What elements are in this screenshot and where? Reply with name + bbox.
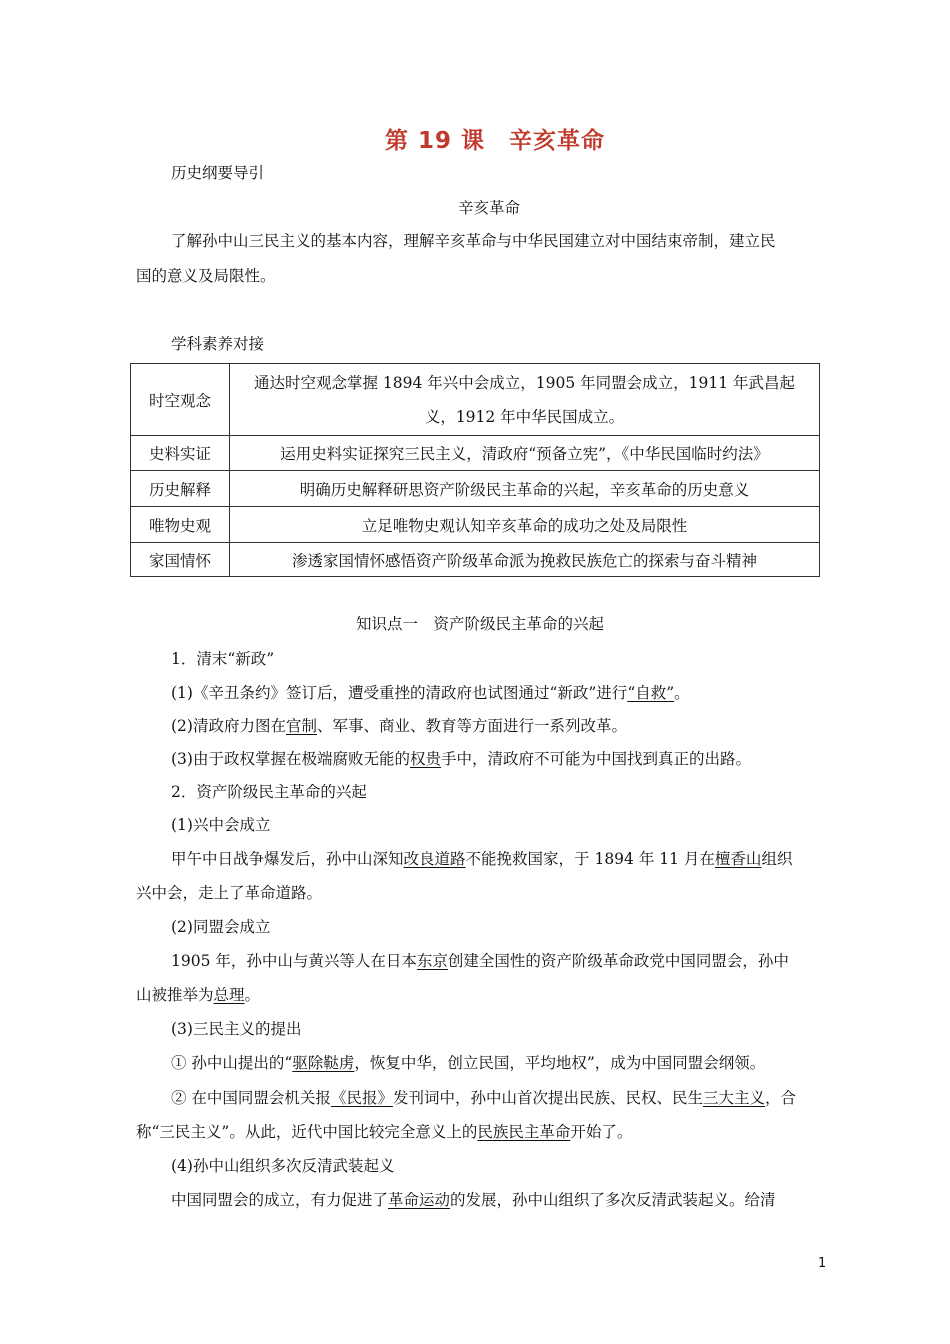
underlined-key-term: 东京 [416,952,448,970]
paragraph-continuation: 兴中会，走上了革命道路。 [136,884,323,902]
text-segment: 手中，清政府不可能为中国找到真正的出路。 [440,750,751,768]
underlined-key-term: 革命运动 [388,1191,451,1209]
table-key-cell: 历史解释 [131,471,230,507]
table-key-cell: 唯物史观 [131,507,230,543]
table-value-line: 义，1912 年中华民国成立。 [424,407,625,426]
table-value-cell: 立足唯物史观认知辛亥革命的成功之处及局限性 [230,507,820,543]
text-segment: 发刊词中，孙中山首次提出民族、民权、民生 [392,1089,703,1107]
paragraph [171,1088,796,1108]
table-key-cell: 家国情怀 [131,543,230,577]
text-segment: 。 [244,986,261,1004]
text-segment: 开始了。 [570,1123,633,1141]
text-segment: 中国同盟会的成立，有力促进了 [171,1191,389,1209]
table-key-cell: 史料实证 [131,436,230,471]
text-segment: 、军事、商业、教育等方面进行一系列改革。 [316,717,627,735]
text-segment: 创建全国性的资产阶级革命政党中国同盟会，孙中 [447,952,789,970]
text-segment: 。 [674,684,690,702]
paragraph-continuation [136,985,260,1005]
literacy-table [130,363,820,577]
table-row [131,471,820,507]
section-2-heading: 2．资产阶级民主革命的兴起 [171,783,367,801]
subsection-heading: (3)三民主义的提出 [171,1020,302,1038]
table-key-cell: 时空观念 [131,364,230,436]
section-1-heading: 1．清末“新政” [171,650,275,668]
underlined-key-term: 民族民主革命 [477,1123,571,1141]
text-segment: (2)清政府力图在 [171,717,286,735]
table-value-cell: 渗透家国情怀感悟资产阶级革命派为挽救民族危亡的探索与奋斗精神 [230,543,820,577]
text-segment: 不能挽救国家，于 1894 年 11 月在 [465,850,715,868]
text-segment: 组织 [761,850,793,868]
text-segment: ② 在中国同盟会机关报 [171,1089,331,1107]
underlined-key-term: 檀香山 [714,850,762,868]
paragraph [171,849,792,869]
text-segment: ① 孙中山提出的“ [171,1054,293,1072]
page-title: 第 19 课 辛亥革命 [384,128,606,154]
underlined-key-term: 驱除鞑虏 [292,1054,355,1072]
text-segment: ，合 [764,1089,796,1107]
underlined-key-term: 总理 [213,986,245,1004]
page-number: 1 [818,1256,827,1271]
text-segment: 1905 年，孙中山与黄兴等人在日本 [171,952,417,970]
paragraph [171,716,627,736]
paragraph [171,683,690,703]
table-value-cell [230,364,820,436]
subsection-heading: (1)兴中会成立 [171,816,271,834]
subsection-heading: (2)同盟会成立 [171,918,271,936]
paragraph [171,951,789,971]
text-segment: 称“三民主义”。从此，近代中国比较完全意义上的 [136,1123,478,1141]
underlined-key-term: 三大主义 [702,1089,765,1107]
table-value-cell: 明确历史解释研思资产阶级民主革命的兴起，辛亥革命的历史意义 [230,471,820,507]
table-row [131,364,820,436]
underlined-key-term: 《民报》 [330,1089,393,1107]
text-segment: 的发展，孙中山组织了多次反清武装起义。给清 [450,1191,776,1209]
text-segment: (3)由于政权掌握在极端腐败无能的 [171,750,410,768]
subsection-heading: (4)孙中山组织多次反清武装起义 [171,1157,395,1175]
guide-text-line-1: 了解孙中山三民主义的基本内容，理解辛亥革命与中华民国建立对中国结束帝制，建立民 [171,232,776,250]
text-segment: ，恢复中华，创立民国，平均地权”，成为中国同盟会纲领。 [354,1054,766,1072]
table-value-line: 通达时空观念掌握 1894 年兴中会成立，1905 年同盟会成立，1911 年武昌起 [253,373,796,392]
text-segment: (1)《辛丑条约》签订后，遭受重挫的清政府也试图通过“新政”进行 [171,684,628,702]
paragraph [171,1053,765,1073]
paragraph-continuation [136,1122,632,1142]
guide-text-line-2: 国的意义及局限性。 [136,267,276,285]
table-row [131,436,820,471]
table-row [131,507,820,543]
table-value-cell: 运用史料实证探究三民主义，清政府“预备立宪”，《中华民国临时约法》 [230,436,820,471]
guide-heading: 历史纲要导引 [171,164,265,182]
table-row [131,543,820,577]
literacy-heading: 学科素养对接 [171,335,265,353]
text-segment: 山被推举为 [136,986,214,1004]
knowledge-point-title: 知识点一 资产阶级民主革命的兴起 [356,615,605,633]
paragraph [171,1190,776,1210]
guide-subheading: 辛亥革命 [458,199,521,217]
paragraph [171,749,751,769]
underlined-key-term: 改良道路 [403,850,466,868]
underlined-key-term: 官制 [285,717,317,735]
underlined-key-term: “自救” [627,684,675,702]
text-segment: 甲午中日战争爆发后，孙中山深知 [171,850,404,868]
underlined-key-term: 权贵 [409,750,441,768]
